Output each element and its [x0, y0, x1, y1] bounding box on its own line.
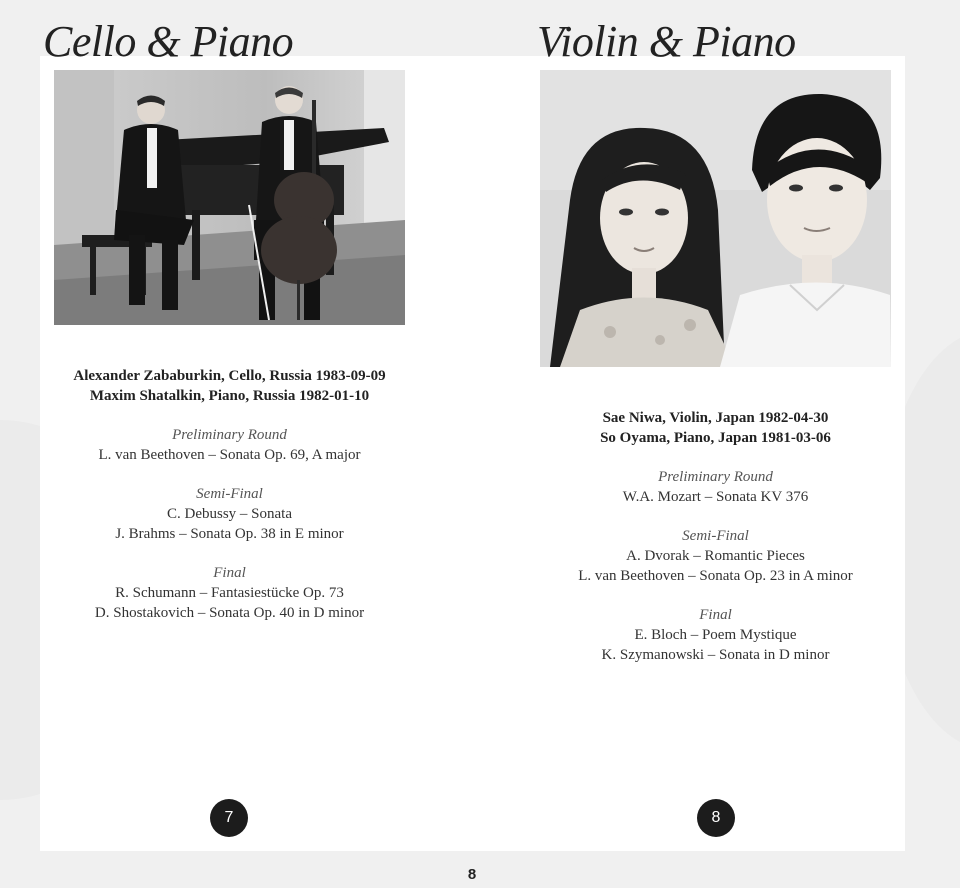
- right-page-title: Violin & Piano: [537, 17, 796, 66]
- repertoire-line: W.A. Mozart – Sonata KV 376: [622, 489, 809, 505]
- repertoire-line: D. Shostakovich – Sonata Op. 40 in D minor: [94, 605, 365, 621]
- round-heading: Final: [213, 565, 246, 581]
- left-page-title: Cello & Piano: [43, 17, 294, 66]
- performer-line: So Oyama, Piano, Japan 1981-03-06: [600, 430, 831, 446]
- left-program: [54, 366, 405, 623]
- right-page-number-badge: 8: [697, 799, 735, 837]
- repertoire-line: L. van Beethoven – Sonata Op. 69, A major: [98, 447, 361, 463]
- repertoire-line: A. Dvorak – Romantic Pieces: [626, 548, 805, 564]
- right-program: [540, 408, 891, 665]
- round-heading: Final: [699, 607, 732, 623]
- round-heading: Preliminary Round: [658, 469, 773, 485]
- folio-page-number: 8: [467, 866, 477, 883]
- repertoire-line: C. Debussy – Sonata: [167, 506, 292, 522]
- round-heading: Semi-Final: [196, 486, 263, 502]
- left-page-number-badge: 7: [210, 799, 248, 837]
- performer-line: Sae Niwa, Violin, Japan 1982-04-30: [602, 410, 829, 426]
- cello-piano-photo: [54, 70, 405, 325]
- performer-line: Alexander Zababurkin, Cello, Russia 1983-09-09: [73, 368, 386, 384]
- repertoire-line: L. van Beethoven – Sonata Op. 23 in A minor: [578, 568, 853, 584]
- round-heading: Preliminary Round: [172, 427, 287, 443]
- repertoire-line: J. Brahms – Sonata Op. 38 in E minor: [115, 526, 344, 542]
- repertoire-line: R. Schumann – Fantasiestücke Op. 73: [115, 585, 344, 601]
- performer-line: Maxim Shatalkin, Piano, Russia 1982-01-10: [89, 388, 370, 404]
- violin-piano-photo: [540, 70, 891, 367]
- round-heading: Semi-Final: [682, 528, 749, 544]
- repertoire-line: K. Szymanowski – Sonata in D minor: [601, 647, 830, 663]
- repertoire-line: E. Bloch – Poem Mystique: [634, 627, 797, 643]
